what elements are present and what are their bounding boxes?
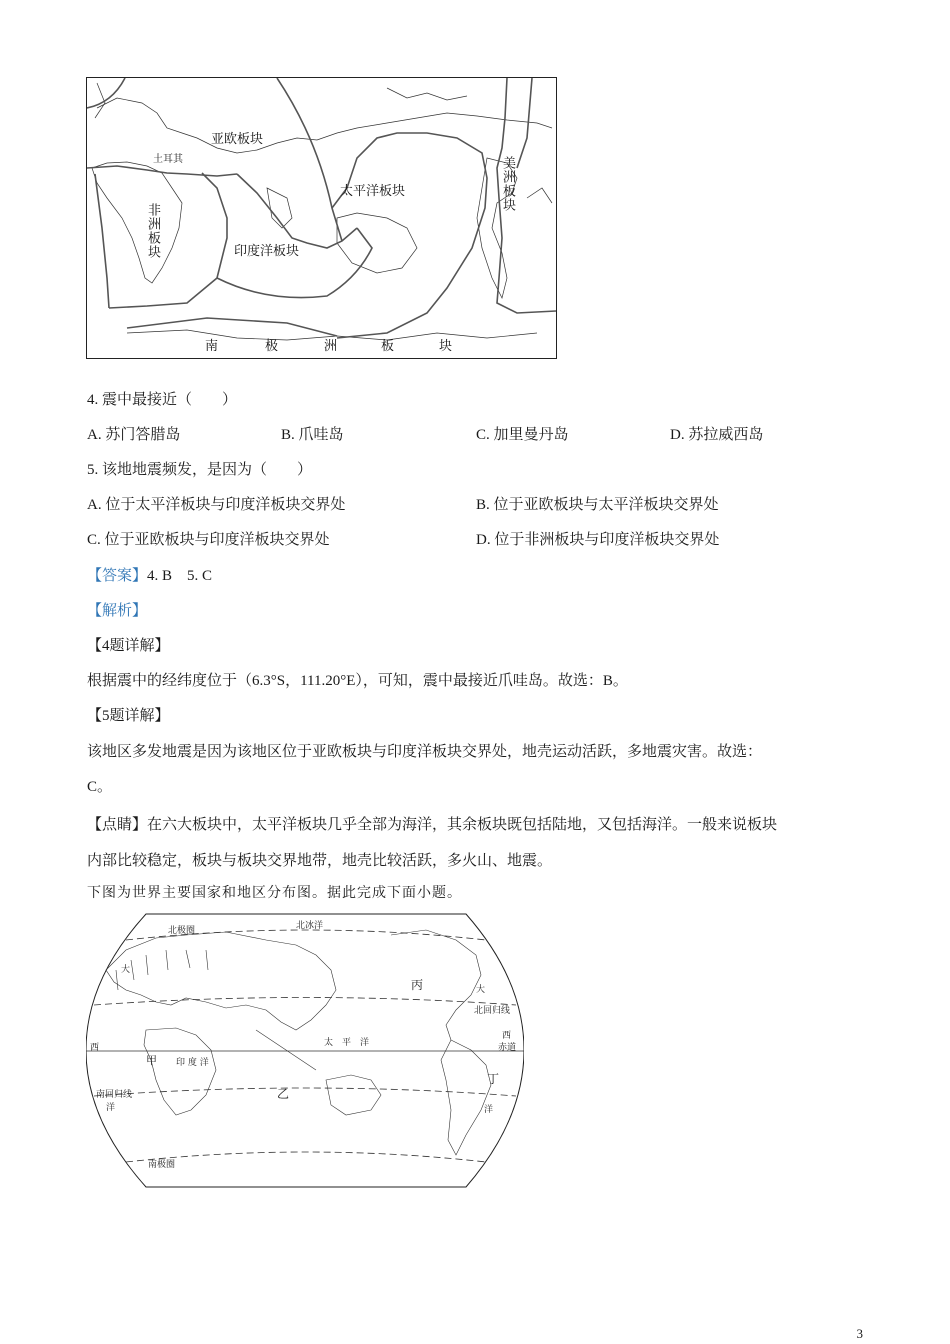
indian-plate-label: 印度洋板块 <box>234 244 300 259</box>
tip-line1: 【点睛】在六大板块中，太平洋板块几乎全部为海洋，其余板块既包括陆地，又包括海洋。一般来说板块 <box>87 817 778 833</box>
intro-text: 下图为世界主要国家和地区分布图。据此完成下面小题。 <box>87 886 462 901</box>
arctic-ocean-label: 北冰洋 <box>296 921 324 931</box>
answer-text: 4. B 5. C <box>147 568 213 584</box>
q4-option-b: B. 爪哇岛 <box>281 427 344 443</box>
ocean-yang-right-label: 洋 <box>484 1105 494 1115</box>
detail-4-text: 根据震中的经纬度位于（6.3°S，111.20°E），可知，震中最接近爪哇岛。故选：B。 <box>87 673 628 689</box>
country-bing-label: 丙 <box>411 978 424 992</box>
indian-ocean-label: 印 度 洋 <box>176 1058 209 1068</box>
country-jia-label: 甲 <box>146 1054 157 1067</box>
question-4-stem: 4. 震中最接近（ ） <box>87 392 238 408</box>
q4-option-d: D. 苏拉威西岛 <box>670 427 764 443</box>
african-plate-label: 非洲板块 <box>145 203 160 259</box>
analysis-tag: 【解析】 <box>87 603 148 619</box>
q5-option-c: C. 位于亚欧板块与印度洋板块交界处 <box>87 532 330 548</box>
world-map <box>86 910 524 1190</box>
detail-5-text-line2: C。 <box>87 779 113 795</box>
antarctic-label-4: 板 <box>381 339 395 354</box>
q5-option-b: B. 位于亚欧板块与太平洋板块交界处 <box>476 497 719 513</box>
antarctic-label-5: 块 <box>439 339 453 354</box>
american-plate-label: 美洲板块 <box>500 156 515 212</box>
tropic-of-capricorn-label: 南回归线 <box>96 1090 133 1100</box>
turkey-label: 土耳其 <box>153 154 183 165</box>
country-ding-label: 丁 <box>487 1072 500 1086</box>
page-number: 3 <box>856 1326 863 1341</box>
question-5-stem: 5. 该地地震频发，是因为（ ） <box>87 462 313 478</box>
tip-line2: 内部比较稳定，板块与板块交界地带，地壳比较活跃，多火山、地震。 <box>87 853 553 869</box>
pacific-plate-label: 太平洋板块 <box>340 184 406 199</box>
plate-map <box>86 77 557 359</box>
ocean-yang-left-label: 洋 <box>106 1103 116 1113</box>
q5-option-d: D. 位于非洲板块与印度洋板块交界处 <box>476 532 720 548</box>
detail-4-title: 【4题详解】 <box>87 638 170 654</box>
eurasian-plate-label: 亚欧板块 <box>211 132 264 147</box>
pacific-ocean-label: 太 平 洋 <box>324 1038 370 1048</box>
atlantic-da-left-label: 大 <box>121 965 131 975</box>
detail-5-text-line1: 该地区多发地震是因为该地区位于亚欧板块与印度洋板块交界处，地壳运动活跃，多地震灾害。故选： <box>87 744 763 760</box>
antarctic-label-1: 南 <box>205 339 219 354</box>
country-yi-label: 乙 <box>277 1087 290 1101</box>
arctic-circle-label: 北极圈 <box>168 926 196 936</box>
antarctic-label-2: 极 <box>265 339 279 354</box>
answer-line <box>87 566 212 586</box>
equator-label: 赤道 <box>498 1043 517 1053</box>
antarctic-circle-label: 南极圈 <box>148 1160 176 1170</box>
antarctic-label-3: 洲 <box>324 339 338 354</box>
detail-5-title: 【5题详解】 <box>87 708 170 724</box>
atlantic-xi-left-label: 西 <box>90 1043 100 1053</box>
q4-option-c: C. 加里曼丹岛 <box>476 427 569 443</box>
atlantic-da-right-label: 大 <box>476 985 486 995</box>
q5-option-a: A. 位于太平洋板块与印度洋板块交界处 <box>87 497 346 513</box>
q4-option-a: A. 苏门答腊岛 <box>87 427 181 443</box>
world-map-drawing <box>86 910 524 1190</box>
answer-tag: 【答案】 <box>87 568 148 584</box>
tropic-of-cancer-label: 北回归线 <box>474 1006 511 1016</box>
atlantic-xi-right-label: 西 <box>502 1031 512 1041</box>
